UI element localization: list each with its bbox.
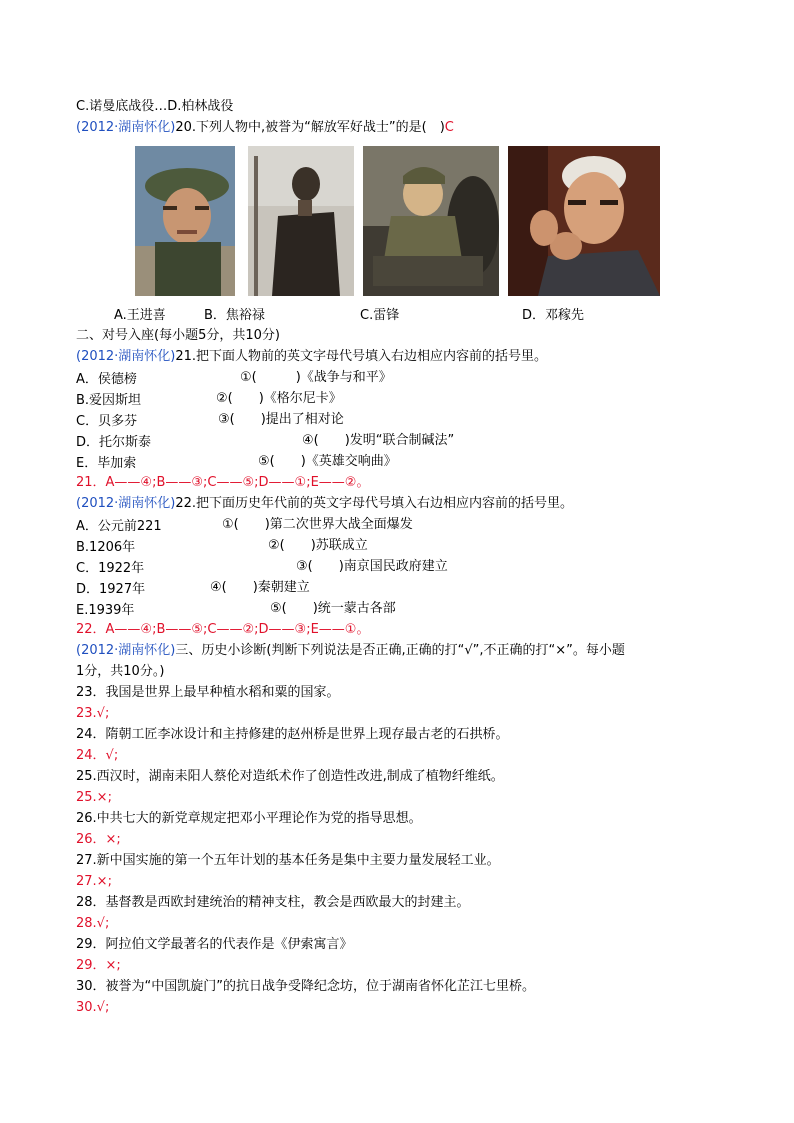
section3-title: [76, 642, 625, 660]
q20-answer: C: [444, 120, 454, 135]
q22-left-item: C．1922年: [76, 561, 145, 576]
q20-source: (2012·湖南怀化): [76, 120, 176, 135]
judge-answer: 28.√;: [76, 916, 110, 931]
judge-question: 27.新中国实施的第一个五年计划的基本任务是集中主要力量发展轻工业。: [76, 853, 500, 868]
judge-question: 30．被誉为“中国凯旋门”的抗日战争受降纪念坊，位于湖南省怀化芷江七里桥。: [76, 979, 536, 994]
q22-left-item: B.1206年: [76, 540, 136, 555]
q21-source: (2012·湖南怀化): [76, 349, 176, 364]
judge-question: 28．基督教是西欧封建统治的精神支柱，教会是西欧最大的封建主。: [76, 895, 470, 910]
q20-option-a: A.王进喜: [114, 308, 166, 323]
section3-title-cont: 1分，共10分。): [76, 664, 165, 679]
section2-title: 二、对号入座(每小题5分，共10分): [76, 328, 280, 343]
q21-left-item: E．毕加索: [76, 456, 137, 471]
q22-left-item: D．1927年: [76, 582, 146, 597]
section3-source: (2012·湖南怀化): [76, 643, 176, 658]
judge-answer: 25.×;: [76, 790, 112, 805]
q22-text: 22.把下面历史年代前的英文字母代号填入右边相应内容前的括号里。: [175, 496, 574, 511]
q21-right-item: ②( )《格尔尼卡》: [216, 391, 342, 406]
q20-option-d: D．邓稼先: [522, 308, 585, 323]
photo-deng-jiaxian: [508, 146, 660, 296]
judge-question: 23．我国是世界上最早种植水稻和粟的国家。: [76, 685, 340, 700]
section3-title-text: 三、历史小诊断(判断下列说法是否正确,正确的打“√”,不正确的打“×”。每小题: [175, 643, 625, 658]
q22-left-item: A．公元前221: [76, 519, 162, 534]
judge-question: 29．阿拉伯文学最著名的代表作是《伊索寓言》: [76, 937, 353, 952]
q21-right-item: ⑤( )《英雄交响曲》: [258, 454, 397, 469]
q22-right-item: ③( )南京国民政府建立: [296, 559, 448, 574]
judge-answer: 27.×;: [76, 874, 112, 889]
judge-answer: 26．×;: [76, 832, 121, 847]
q21-left-item: A．侯德榜: [76, 372, 137, 387]
q21-answer: 21．A——④;B——③;C——⑤;D——①;E——②。: [76, 475, 370, 490]
q22-question: [76, 495, 573, 513]
q21-left-item: B.爱因斯坦: [76, 393, 142, 408]
photo-lei-feng: [363, 146, 499, 296]
judge-answer: 24．√;: [76, 748, 119, 763]
q22-left-item: E.1939年: [76, 603, 135, 618]
q20-question: [76, 119, 454, 137]
q21-question: [76, 348, 547, 366]
q22-answer: 22．A——④;B——⑤;C——②;D——③;E——①。: [76, 622, 370, 637]
judge-question: 26.中共七大的新党章规定把邓小平理论作为党的指导思想。: [76, 811, 422, 826]
q22-left-column: [76, 516, 162, 621]
judge-question: 25.西汉时，湖南耒阳人蔡伦对造纸术作了创造性改进,制成了植物纤维纸。: [76, 769, 504, 784]
q19-options-tail: C.诺曼底战役…D.柏林战役: [76, 99, 234, 114]
q21-right-item: ③( )提出了相对论: [218, 412, 344, 427]
photo-jiao-yulu: [248, 146, 354, 296]
judge-answer: 29．×;: [76, 958, 121, 973]
q20-text: 20.下列人物中,被誉为“解放军好战士”的是( ): [175, 120, 445, 135]
q22-source: (2012·湖南怀化): [76, 496, 176, 511]
judge-answer: 30.√;: [76, 1000, 110, 1015]
q22-right-item: ①( )第二次世界大战全面爆发: [222, 517, 413, 532]
q22-right-item: ②( )苏联成立: [268, 538, 368, 553]
q21-right-item: ④( )发明“联合制碱法”: [302, 433, 455, 448]
judge-question: 24．隋朝工匠李冰设计和主持修建的赵州桥是世界上现存最古老的石拱桥。: [76, 727, 509, 742]
q21-left-item: C．贝多芬: [76, 414, 138, 429]
q21-right-item: ①( )《战争与和平》: [240, 370, 392, 385]
q20-option-b: B．焦裕禄: [204, 308, 265, 323]
q21-left-item: D．托尔斯泰: [76, 435, 152, 450]
q21-left-column: [76, 369, 151, 474]
photo-wang-jinxi: [135, 146, 235, 296]
q21-text: 21.把下面人物前的英文字母代号填入右边相应内容前的括号里。: [175, 349, 548, 364]
judge-answer: 23.√;: [76, 706, 110, 721]
q22-right-item: ⑤( )统一蒙古各部: [270, 601, 396, 616]
q22-right-item: ④( )秦朝建立: [210, 580, 310, 595]
q20-option-c: C.雷锋: [360, 308, 400, 323]
